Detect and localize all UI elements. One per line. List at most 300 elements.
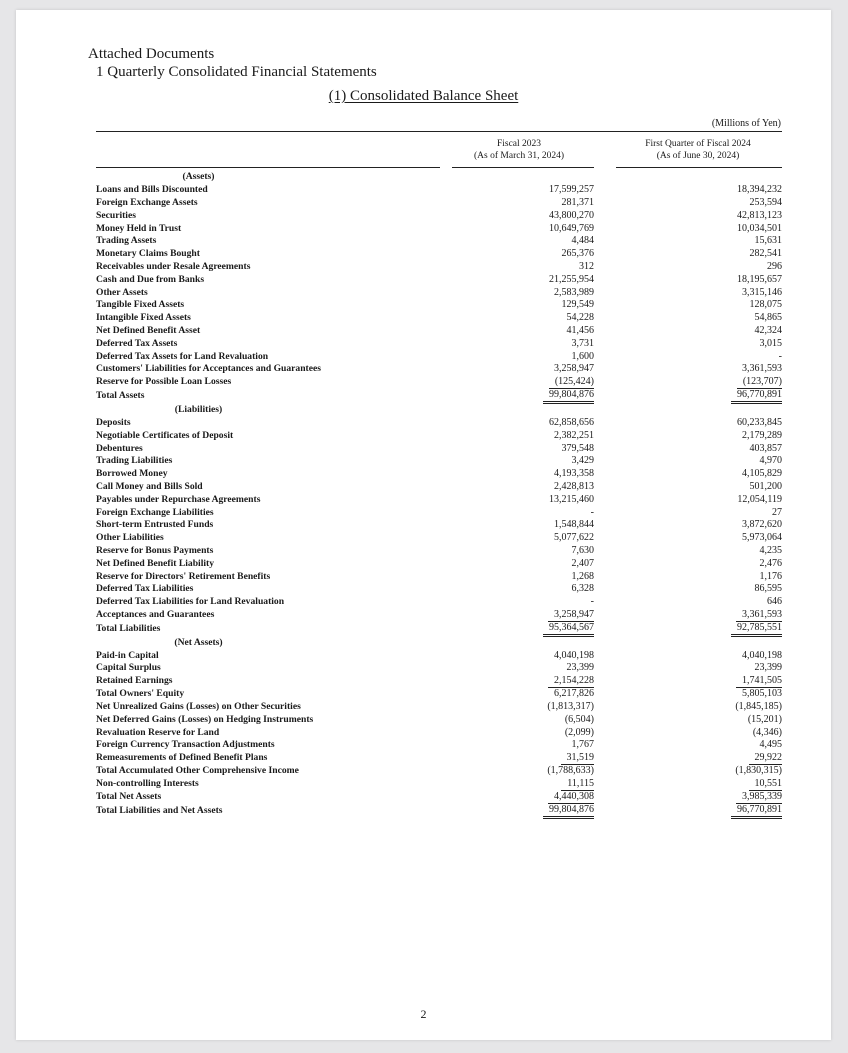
row-label bbox=[96, 532, 451, 545]
value-text: (2,099) bbox=[564, 726, 594, 738]
value-fiscal-2023 bbox=[451, 675, 594, 688]
table-row bbox=[96, 184, 782, 197]
value-text: 3,361,593 bbox=[742, 363, 782, 375]
value-fiscal-2023 bbox=[451, 701, 594, 714]
row-label bbox=[96, 261, 451, 274]
value-fiscal-2023 bbox=[451, 184, 594, 197]
value-text: 253,594 bbox=[749, 196, 782, 208]
table-row bbox=[96, 570, 782, 583]
value-text: 501,200 bbox=[749, 480, 782, 492]
row-label-text: Total Net Assets bbox=[96, 791, 162, 803]
value-fiscal-2023 bbox=[451, 197, 594, 210]
row-label bbox=[96, 506, 451, 519]
value-text: 4,040,198 bbox=[742, 649, 782, 661]
row-label-text: Trading Assets bbox=[96, 235, 157, 247]
row-label-text: Deferred Tax Assets bbox=[96, 337, 178, 349]
row-label bbox=[96, 570, 451, 583]
row-label bbox=[96, 350, 451, 363]
row-label bbox=[96, 778, 451, 791]
table-row bbox=[96, 675, 782, 688]
value-text: 5,077,622 bbox=[554, 532, 594, 544]
document-page bbox=[16, 10, 831, 1040]
header-rule bbox=[452, 167, 594, 168]
value-fiscal-2023 bbox=[451, 481, 594, 494]
row-label-text: (Liabilities) bbox=[174, 404, 223, 416]
row-label bbox=[96, 389, 451, 404]
table-row bbox=[96, 493, 782, 506]
value-fiscal-2023 bbox=[451, 312, 594, 325]
value-text: 29,922 bbox=[749, 752, 783, 765]
row-label bbox=[96, 713, 451, 726]
value-fiscal-2023 bbox=[451, 506, 594, 519]
row-label-text: Revaluation Reserve for Land bbox=[96, 726, 220, 738]
value-text: 31,519 bbox=[561, 752, 595, 765]
row-label bbox=[96, 596, 451, 609]
value-text: 2,179,289 bbox=[742, 429, 782, 441]
value-text: 4,970 bbox=[759, 455, 782, 467]
value-text: 1,600 bbox=[571, 350, 594, 362]
table-row bbox=[96, 713, 782, 726]
row-label-text: Receivables under Resale Agreements bbox=[96, 260, 251, 272]
value-q1-fiscal-2024 bbox=[594, 726, 782, 739]
row-label-text: Net Defined Benefit Liability bbox=[96, 557, 215, 569]
row-label-text: Call Money and Bills Sold bbox=[96, 480, 203, 492]
row-label-text: Net Unrealized Gains (Losses) on Other Securities bbox=[96, 701, 301, 713]
value-text: 2,428,813 bbox=[554, 480, 594, 492]
value-fiscal-2023 bbox=[451, 325, 594, 338]
row-label bbox=[96, 171, 451, 184]
value-text: 3,361,593 bbox=[736, 609, 782, 622]
table-row bbox=[96, 286, 782, 299]
row-label bbox=[96, 765, 451, 778]
table-row bbox=[96, 481, 782, 494]
row-label bbox=[96, 804, 451, 819]
row-label bbox=[96, 248, 451, 261]
row-label-text: Acceptances and Guarantees bbox=[96, 609, 215, 620]
value-text: (1,845,185) bbox=[735, 701, 782, 713]
value-text: 23,399 bbox=[754, 662, 782, 674]
value-q1-fiscal-2024 bbox=[594, 649, 782, 662]
row-label-text: Reserve for Bonus Payments bbox=[96, 544, 214, 556]
value-fiscal-2023 bbox=[451, 404, 594, 417]
value-text: 10,649,769 bbox=[549, 222, 594, 234]
value-text: 2,407 bbox=[571, 557, 594, 569]
row-label-text: Total Accumulated Other Comprehensive Income bbox=[96, 765, 299, 777]
value-q1-fiscal-2024 bbox=[594, 363, 782, 376]
table-row bbox=[96, 235, 782, 248]
row-label-text: (Assets) bbox=[182, 171, 215, 183]
value-text: (1,813,317) bbox=[547, 701, 594, 713]
row-label-text: Debentures bbox=[96, 442, 143, 454]
value-q1-fiscal-2024 bbox=[594, 404, 782, 417]
table-row bbox=[96, 519, 782, 532]
row-label bbox=[96, 545, 451, 558]
value-text: 3,872,620 bbox=[742, 519, 782, 531]
heading-line-1: Attached Documents bbox=[88, 46, 215, 62]
value-q1-fiscal-2024 bbox=[594, 376, 782, 389]
value-text: 312 bbox=[579, 260, 594, 272]
row-label-text: Short-term Entrusted Funds bbox=[96, 519, 214, 531]
value-text: 18,195,657 bbox=[737, 273, 782, 285]
value-text: 99,804,876 bbox=[543, 804, 594, 819]
table-row bbox=[96, 662, 782, 675]
value-text: 4,235 bbox=[759, 544, 782, 556]
value-text: 281,371 bbox=[561, 196, 594, 208]
page-number: 2 bbox=[420, 1007, 427, 1021]
header-rule bbox=[96, 167, 440, 168]
value-text: 3,429 bbox=[571, 455, 594, 467]
value-fiscal-2023 bbox=[451, 791, 594, 804]
row-label bbox=[96, 675, 451, 688]
value-text: 60,233,845 bbox=[737, 416, 782, 428]
row-label bbox=[96, 752, 451, 765]
table-row bbox=[96, 804, 782, 819]
row-label-text: Monetary Claims Bought bbox=[96, 248, 200, 260]
value-fiscal-2023 bbox=[451, 389, 594, 404]
row-label-text: Non-controlling Interests bbox=[96, 778, 199, 790]
table-row bbox=[96, 325, 782, 338]
value-q1-fiscal-2024 bbox=[594, 350, 782, 363]
value-fiscal-2023 bbox=[451, 171, 594, 184]
row-label bbox=[96, 429, 451, 442]
header-rule bbox=[616, 167, 782, 168]
value-fiscal-2023 bbox=[451, 570, 594, 583]
value-q1-fiscal-2024 bbox=[594, 209, 782, 222]
value-text: 1,767 bbox=[571, 739, 594, 751]
value-text: 646 bbox=[767, 596, 782, 608]
value-text: 7,630 bbox=[571, 544, 594, 556]
value-q1-fiscal-2024 bbox=[594, 688, 782, 701]
value-q1-fiscal-2024 bbox=[594, 778, 782, 791]
value-q1-fiscal-2024 bbox=[594, 557, 782, 570]
value-text: 15,631 bbox=[754, 235, 782, 247]
value-fiscal-2023 bbox=[451, 649, 594, 662]
table-row bbox=[96, 197, 782, 210]
value-text: 86,595 bbox=[754, 583, 782, 595]
value-text: 1,548,844 bbox=[554, 519, 594, 531]
section-heading-row bbox=[96, 171, 782, 184]
row-label-text: Cash and Due from Banks bbox=[96, 273, 205, 285]
value-text: 42,813,123 bbox=[737, 209, 782, 221]
value-fiscal-2023 bbox=[451, 337, 594, 350]
table-row bbox=[96, 363, 782, 376]
row-label-text: Deferred Tax Liabilities bbox=[96, 583, 194, 595]
value-fiscal-2023 bbox=[451, 235, 594, 248]
value-q1-fiscal-2024 bbox=[594, 286, 782, 299]
row-label bbox=[96, 637, 451, 650]
value-fiscal-2023 bbox=[451, 261, 594, 274]
value-q1-fiscal-2024 bbox=[594, 596, 782, 609]
row-label bbox=[96, 312, 451, 325]
row-label-text: Foreign Currency Transaction Adjustments bbox=[96, 739, 275, 751]
value-q1-fiscal-2024 bbox=[594, 752, 782, 765]
row-label-text: Net Deferred Gains (Losses) on Hedging Instruments bbox=[96, 713, 314, 725]
value-text: 1,176 bbox=[759, 570, 782, 582]
value-text: (4,346) bbox=[752, 726, 782, 738]
row-label bbox=[96, 197, 451, 210]
value-fiscal-2023 bbox=[451, 376, 594, 389]
value-q1-fiscal-2024 bbox=[594, 701, 782, 714]
value-q1-fiscal-2024 bbox=[594, 739, 782, 752]
table-row bbox=[96, 248, 782, 261]
row-label bbox=[96, 493, 451, 506]
value-q1-fiscal-2024 bbox=[594, 493, 782, 506]
value-text: 96,770,891 bbox=[731, 389, 782, 404]
row-label-text: Borrowed Money bbox=[96, 468, 168, 480]
value-fiscal-2023 bbox=[451, 713, 594, 726]
table-row bbox=[96, 609, 782, 622]
table-row bbox=[96, 545, 782, 558]
value-text: 1,741,505 bbox=[736, 675, 782, 688]
row-label-text: Retained Earnings bbox=[96, 675, 173, 687]
value-fiscal-2023 bbox=[451, 417, 594, 430]
column-header-fiscal-2023 bbox=[444, 138, 594, 162]
value-fiscal-2023 bbox=[451, 752, 594, 765]
value-text: 42,324 bbox=[754, 324, 782, 336]
row-label bbox=[96, 273, 451, 286]
value-text: (6,504) bbox=[564, 713, 594, 725]
value-text: 2,154,228 bbox=[548, 675, 594, 688]
table-row bbox=[96, 222, 782, 235]
value-fiscal-2023 bbox=[451, 583, 594, 596]
table-row bbox=[96, 557, 782, 570]
value-q1-fiscal-2024 bbox=[594, 455, 782, 468]
column-header-line: (As of June 30, 2024) bbox=[656, 151, 740, 161]
row-label bbox=[96, 701, 451, 714]
top-rule bbox=[96, 131, 782, 132]
value-text: 5,805,103 bbox=[742, 688, 782, 700]
value-q1-fiscal-2024 bbox=[594, 675, 782, 688]
value-text: 3,258,947 bbox=[554, 363, 594, 375]
value-text: 6,217,826 bbox=[554, 688, 594, 700]
value-text: 2,476 bbox=[759, 557, 782, 569]
row-label bbox=[96, 583, 451, 596]
value-text: 3,731 bbox=[571, 337, 594, 349]
value-text: 95,364,567 bbox=[543, 622, 594, 637]
value-fiscal-2023 bbox=[451, 739, 594, 752]
value-text: - bbox=[590, 596, 594, 608]
value-text: (15,201) bbox=[747, 713, 782, 725]
table-row bbox=[96, 389, 782, 404]
value-fiscal-2023 bbox=[451, 662, 594, 675]
value-q1-fiscal-2024 bbox=[594, 312, 782, 325]
row-label bbox=[96, 442, 451, 455]
value-text: 43,800,270 bbox=[549, 209, 594, 221]
row-label bbox=[96, 325, 451, 338]
row-label-text: Foreign Exchange Assets bbox=[96, 196, 198, 208]
column-header-q1-fiscal-2024 bbox=[614, 138, 782, 162]
value-text: 6,328 bbox=[571, 583, 594, 595]
value-fiscal-2023 bbox=[451, 209, 594, 222]
sheet-title-text: (1) Consolidated Balance Sheet bbox=[328, 88, 519, 104]
column-header-line: Fiscal 2023 bbox=[496, 139, 542, 149]
value-q1-fiscal-2024 bbox=[594, 273, 782, 286]
row-label bbox=[96, 481, 451, 494]
value-text: 4,495 bbox=[759, 739, 782, 751]
value-text: (1,830,315) bbox=[735, 765, 782, 777]
table-row bbox=[96, 273, 782, 286]
value-text: 5,973,064 bbox=[742, 532, 782, 544]
table-row bbox=[96, 701, 782, 714]
value-text: (123,707) bbox=[737, 376, 782, 389]
row-label-text: (Net Assets) bbox=[174, 636, 223, 648]
sheet-title bbox=[16, 88, 831, 105]
value-q1-fiscal-2024 bbox=[594, 765, 782, 778]
value-text: 99,804,876 bbox=[543, 389, 594, 404]
value-q1-fiscal-2024 bbox=[594, 248, 782, 261]
row-label bbox=[96, 468, 451, 481]
value-text: 21,255,954 bbox=[549, 273, 594, 285]
value-text: 403,857 bbox=[749, 442, 782, 454]
row-label-text: Other Liabilities bbox=[96, 532, 164, 544]
table-row bbox=[96, 778, 782, 791]
value-text: 17,599,257 bbox=[549, 184, 594, 196]
value-q1-fiscal-2024 bbox=[594, 261, 782, 274]
row-label-text: Deferred Tax Liabilities for Land Revaluation bbox=[96, 596, 285, 608]
value-text: 4,440,308 bbox=[548, 791, 594, 804]
value-text: 4,484 bbox=[571, 235, 594, 247]
value-text: 13,215,460 bbox=[549, 493, 594, 505]
heading-line-2: 1 Quarterly Consolidated Financial Statements bbox=[96, 64, 377, 80]
table-row bbox=[96, 688, 782, 701]
value-q1-fiscal-2024 bbox=[594, 506, 782, 519]
row-label-text: Paid-in Capital bbox=[96, 649, 159, 661]
value-fiscal-2023 bbox=[451, 455, 594, 468]
value-text: 379,548 bbox=[561, 442, 594, 454]
row-label-text: Tangible Fixed Assets bbox=[96, 299, 185, 311]
row-label-text: Money Held in Trust bbox=[96, 222, 182, 234]
value-text: 128,075 bbox=[749, 299, 782, 311]
value-fiscal-2023 bbox=[451, 299, 594, 312]
table-row bbox=[96, 739, 782, 752]
table-row bbox=[96, 442, 782, 455]
value-q1-fiscal-2024 bbox=[594, 235, 782, 248]
value-fiscal-2023 bbox=[451, 804, 594, 819]
table-row bbox=[96, 350, 782, 363]
value-q1-fiscal-2024 bbox=[594, 662, 782, 675]
table-row bbox=[96, 506, 782, 519]
row-label bbox=[96, 235, 451, 248]
value-text: 12,054,119 bbox=[737, 493, 782, 505]
value-fiscal-2023 bbox=[451, 637, 594, 650]
row-label-text: Remeasurements of Defined Benefit Plans bbox=[96, 752, 268, 764]
row-label bbox=[96, 363, 451, 376]
row-label-text: Trading Liabilities bbox=[96, 455, 173, 467]
table-row bbox=[96, 583, 782, 596]
table-row bbox=[96, 752, 782, 765]
row-label bbox=[96, 184, 451, 197]
value-fiscal-2023 bbox=[451, 468, 594, 481]
row-label-text: Reserve for Possible Loan Losses bbox=[96, 376, 232, 388]
value-text: 10,551 bbox=[749, 778, 783, 791]
value-q1-fiscal-2024 bbox=[594, 468, 782, 481]
value-text: 54,228 bbox=[566, 312, 594, 324]
value-fiscal-2023 bbox=[451, 363, 594, 376]
table-row bbox=[96, 765, 782, 778]
value-text: 11,115 bbox=[561, 778, 594, 791]
value-fiscal-2023 bbox=[451, 609, 594, 622]
row-label bbox=[96, 299, 451, 312]
value-q1-fiscal-2024 bbox=[594, 222, 782, 235]
value-q1-fiscal-2024 bbox=[594, 429, 782, 442]
row-label-text: Net Defined Benefit Asset bbox=[96, 324, 201, 336]
value-text: 62,858,656 bbox=[549, 416, 594, 428]
row-label-text: Deposits bbox=[96, 416, 131, 428]
value-text: 18,394,232 bbox=[737, 184, 782, 196]
table-row bbox=[96, 429, 782, 442]
table-row bbox=[96, 532, 782, 545]
row-label-text: Intangible Fixed Assets bbox=[96, 312, 191, 324]
row-label bbox=[96, 622, 451, 637]
value-text: 10,034,501 bbox=[737, 222, 782, 234]
value-text: 4,105,829 bbox=[742, 468, 782, 480]
value-text: (1,788,633) bbox=[547, 765, 594, 777]
table-row bbox=[96, 468, 782, 481]
value-q1-fiscal-2024 bbox=[594, 184, 782, 197]
table-row bbox=[96, 299, 782, 312]
value-fiscal-2023 bbox=[451, 350, 594, 363]
row-label-text: Securities bbox=[96, 209, 136, 221]
table-row bbox=[96, 337, 782, 350]
value-q1-fiscal-2024 bbox=[594, 713, 782, 726]
value-text: 96,770,891 bbox=[731, 804, 782, 819]
value-q1-fiscal-2024 bbox=[594, 545, 782, 558]
table-row bbox=[96, 649, 782, 662]
value-text: 2,583,989 bbox=[554, 286, 594, 298]
value-text: 41,456 bbox=[566, 324, 594, 336]
value-q1-fiscal-2024 bbox=[594, 583, 782, 596]
table-row bbox=[96, 417, 782, 430]
row-label bbox=[96, 417, 451, 430]
value-q1-fiscal-2024 bbox=[594, 389, 782, 404]
value-q1-fiscal-2024 bbox=[594, 325, 782, 338]
row-label bbox=[96, 791, 451, 804]
value-text: 129,549 bbox=[561, 299, 594, 311]
row-label bbox=[96, 557, 451, 570]
value-fiscal-2023 bbox=[451, 273, 594, 286]
value-q1-fiscal-2024 bbox=[594, 519, 782, 532]
row-label-text: Negotiable Certificates of Deposit bbox=[96, 429, 234, 441]
units-note: (Millions of Yen) bbox=[711, 118, 781, 129]
value-text: - bbox=[778, 350, 782, 362]
column-header-line: First Quarter of Fiscal 2024 bbox=[645, 139, 751, 149]
value-q1-fiscal-2024 bbox=[594, 417, 782, 430]
section-heading-row bbox=[96, 404, 782, 417]
value-q1-fiscal-2024 bbox=[594, 299, 782, 312]
row-label bbox=[96, 455, 451, 468]
row-label bbox=[96, 286, 451, 299]
value-fiscal-2023 bbox=[451, 442, 594, 455]
row-label-text: Total Owners' Equity bbox=[96, 688, 185, 700]
table-row bbox=[96, 596, 782, 609]
value-q1-fiscal-2024 bbox=[594, 609, 782, 622]
value-text: 2,382,251 bbox=[554, 429, 594, 441]
value-fiscal-2023 bbox=[451, 688, 594, 701]
value-fiscal-2023 bbox=[451, 429, 594, 442]
section-heading-row bbox=[96, 637, 782, 650]
value-q1-fiscal-2024 bbox=[594, 481, 782, 494]
value-fiscal-2023 bbox=[451, 222, 594, 235]
row-label bbox=[96, 649, 451, 662]
value-q1-fiscal-2024 bbox=[594, 622, 782, 637]
row-label-text: Loans and Bills Discounted bbox=[96, 184, 208, 196]
row-label-text: Deferred Tax Assets for Land Revaluation bbox=[96, 350, 269, 362]
value-text: 23,399 bbox=[566, 662, 594, 674]
table-row bbox=[96, 455, 782, 468]
value-q1-fiscal-2024 bbox=[594, 637, 782, 650]
row-label bbox=[96, 739, 451, 752]
row-label bbox=[96, 404, 451, 417]
